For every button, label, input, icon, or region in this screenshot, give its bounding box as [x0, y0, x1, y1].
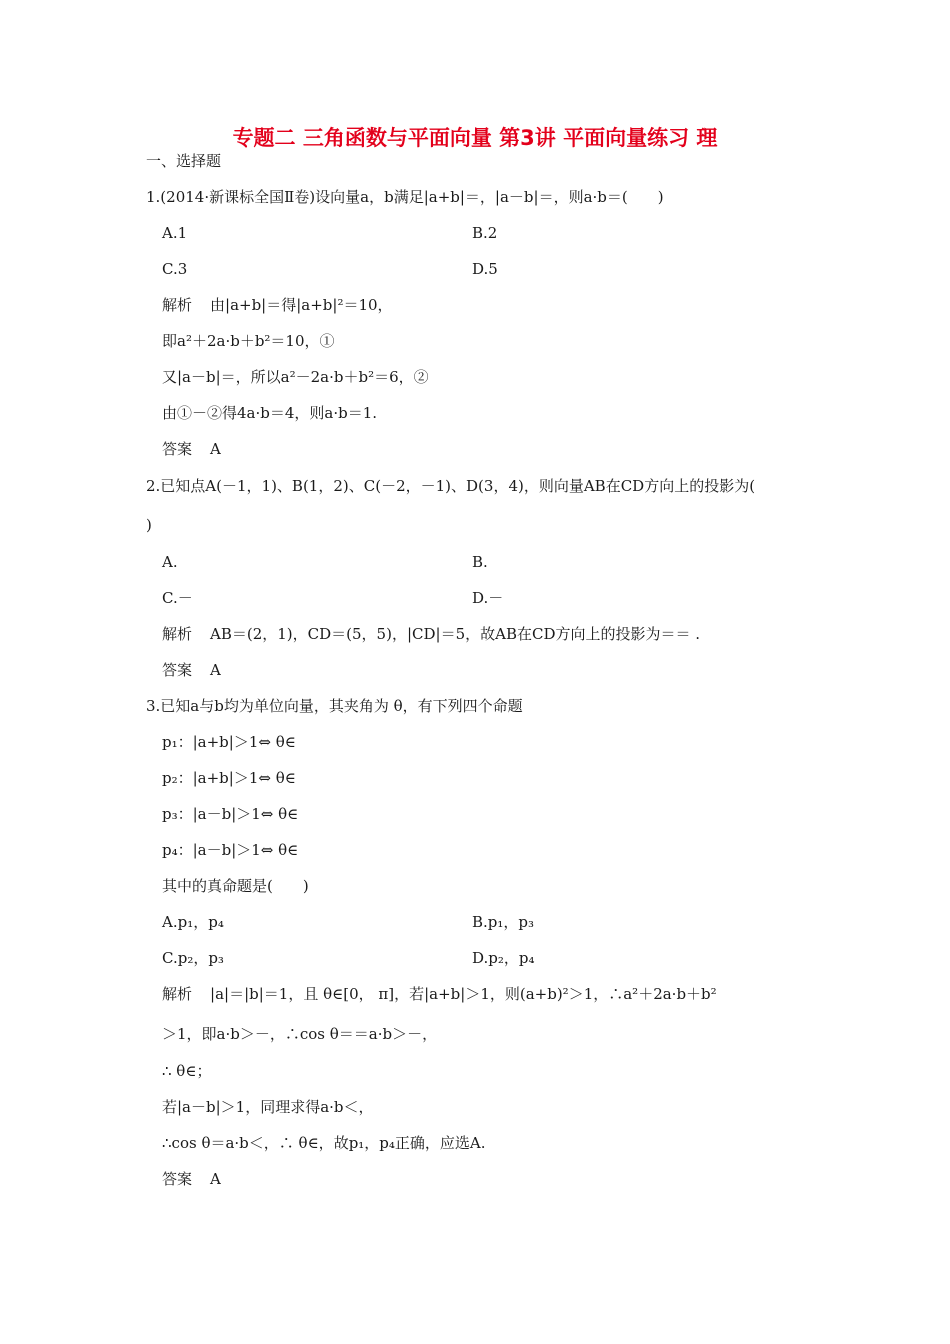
q2-answer: 答案 A: [162, 661, 221, 679]
q3-solution-line-1: 解析 |a|＝|b|＝1，且 θ∈[0， π]，若|a+b|＞1，则(a+b)²＞1，∴a²＋2a·b＋b²: [162, 985, 717, 1003]
q1-option-c: C.3: [162, 260, 188, 278]
q3-solution-line-2: ＞1，即a·b＞－，∴cos θ＝＝a·b＞－，: [162, 1025, 438, 1043]
q3-option-a: A.p₁，p₄: [162, 913, 224, 931]
q1-stem: 1.(2014·新课标全国Ⅱ卷)设向量a，b满足|a+b|＝，|a－b|＝，则a·b＝( ): [146, 188, 664, 206]
q3-solution-line-5: ∴cos θ＝a·b＜，∴ θ∈，故p₁，p₄正确，应选A.: [162, 1134, 486, 1152]
analysis-label: 解析: [162, 296, 193, 314]
q3-prop-1: p₁：|a+b|＞1⇔ θ∈: [162, 733, 296, 751]
answer-label: 答案: [162, 1170, 193, 1188]
q1-answer: 答案 A: [162, 440, 221, 458]
q1-solution-line-1: 解析 由|a+b|＝得|a+b|²＝10，: [162, 296, 393, 314]
q1-option-b: B.2: [472, 224, 498, 242]
q2-option-d: D.－: [472, 589, 504, 607]
q3-answer: 答案 A: [162, 1170, 221, 1188]
q2-option-b: B.: [472, 553, 488, 571]
q1-solution-line-2: 即a²＋2a·b＋b²＝10，①: [162, 332, 335, 350]
q1-solution-line-4: 由①－②得4a·b＝4，则a·b＝1.: [162, 404, 378, 422]
q1-option-a: A.1: [162, 224, 188, 242]
q3-prop-2: p₂：|a+b|＞1⇔ θ∈: [162, 769, 296, 787]
q2-option-c: C.－: [162, 589, 193, 607]
q3-option-b: B.p₁，p₃: [472, 913, 535, 931]
q3-option-c: C.p₂，p₃: [162, 949, 224, 967]
analysis-label: 解析: [162, 985, 193, 1003]
section-heading: 一、选择题: [146, 152, 222, 170]
q2-stem-continued: ): [146, 516, 152, 534]
page-title: 专题二 三角函数与平面向量 第3讲 平面向量练习 理: [232, 126, 718, 150]
q1-solution-line-3: 又|a－b|＝，所以a²－2a·b＋b²＝6，②: [162, 368, 429, 386]
answer-label: 答案: [162, 661, 193, 679]
q3-solution-line-3: ∴ θ∈；: [162, 1062, 212, 1080]
q3-option-d: D.p₂，p₄: [472, 949, 535, 967]
q3-prop-4: p₄：|a－b|＞1⇔ θ∈: [162, 841, 299, 859]
q3-solution-line-4: 若|a－b|＞1，同理求得a·b＜，: [162, 1098, 374, 1116]
q2-solution-line-1: 解析 AB＝(2，1)，CD＝(5，5)，|CD|＝5，故AB在CD方向上的投影为＝＝ .: [162, 625, 701, 643]
q1-option-d: D.5: [472, 260, 498, 278]
q2-option-a: A.: [162, 553, 178, 571]
q3-question: 其中的真命题是( ): [162, 877, 309, 895]
q2-stem: 2.已知点A(－1，1)、B(1，2)、C(－2，－1)、D(3，4)，则向量AB在CD方向上的投影为(: [146, 477, 756, 495]
q3-prop-3: p₃：|a－b|＞1⇔ θ∈: [162, 805, 299, 823]
answer-label: 答案: [162, 440, 193, 458]
analysis-label: 解析: [162, 625, 193, 643]
q3-stem: 3.已知a与b均为单位向量，其夹角为 θ，有下列四个命题: [146, 697, 523, 715]
